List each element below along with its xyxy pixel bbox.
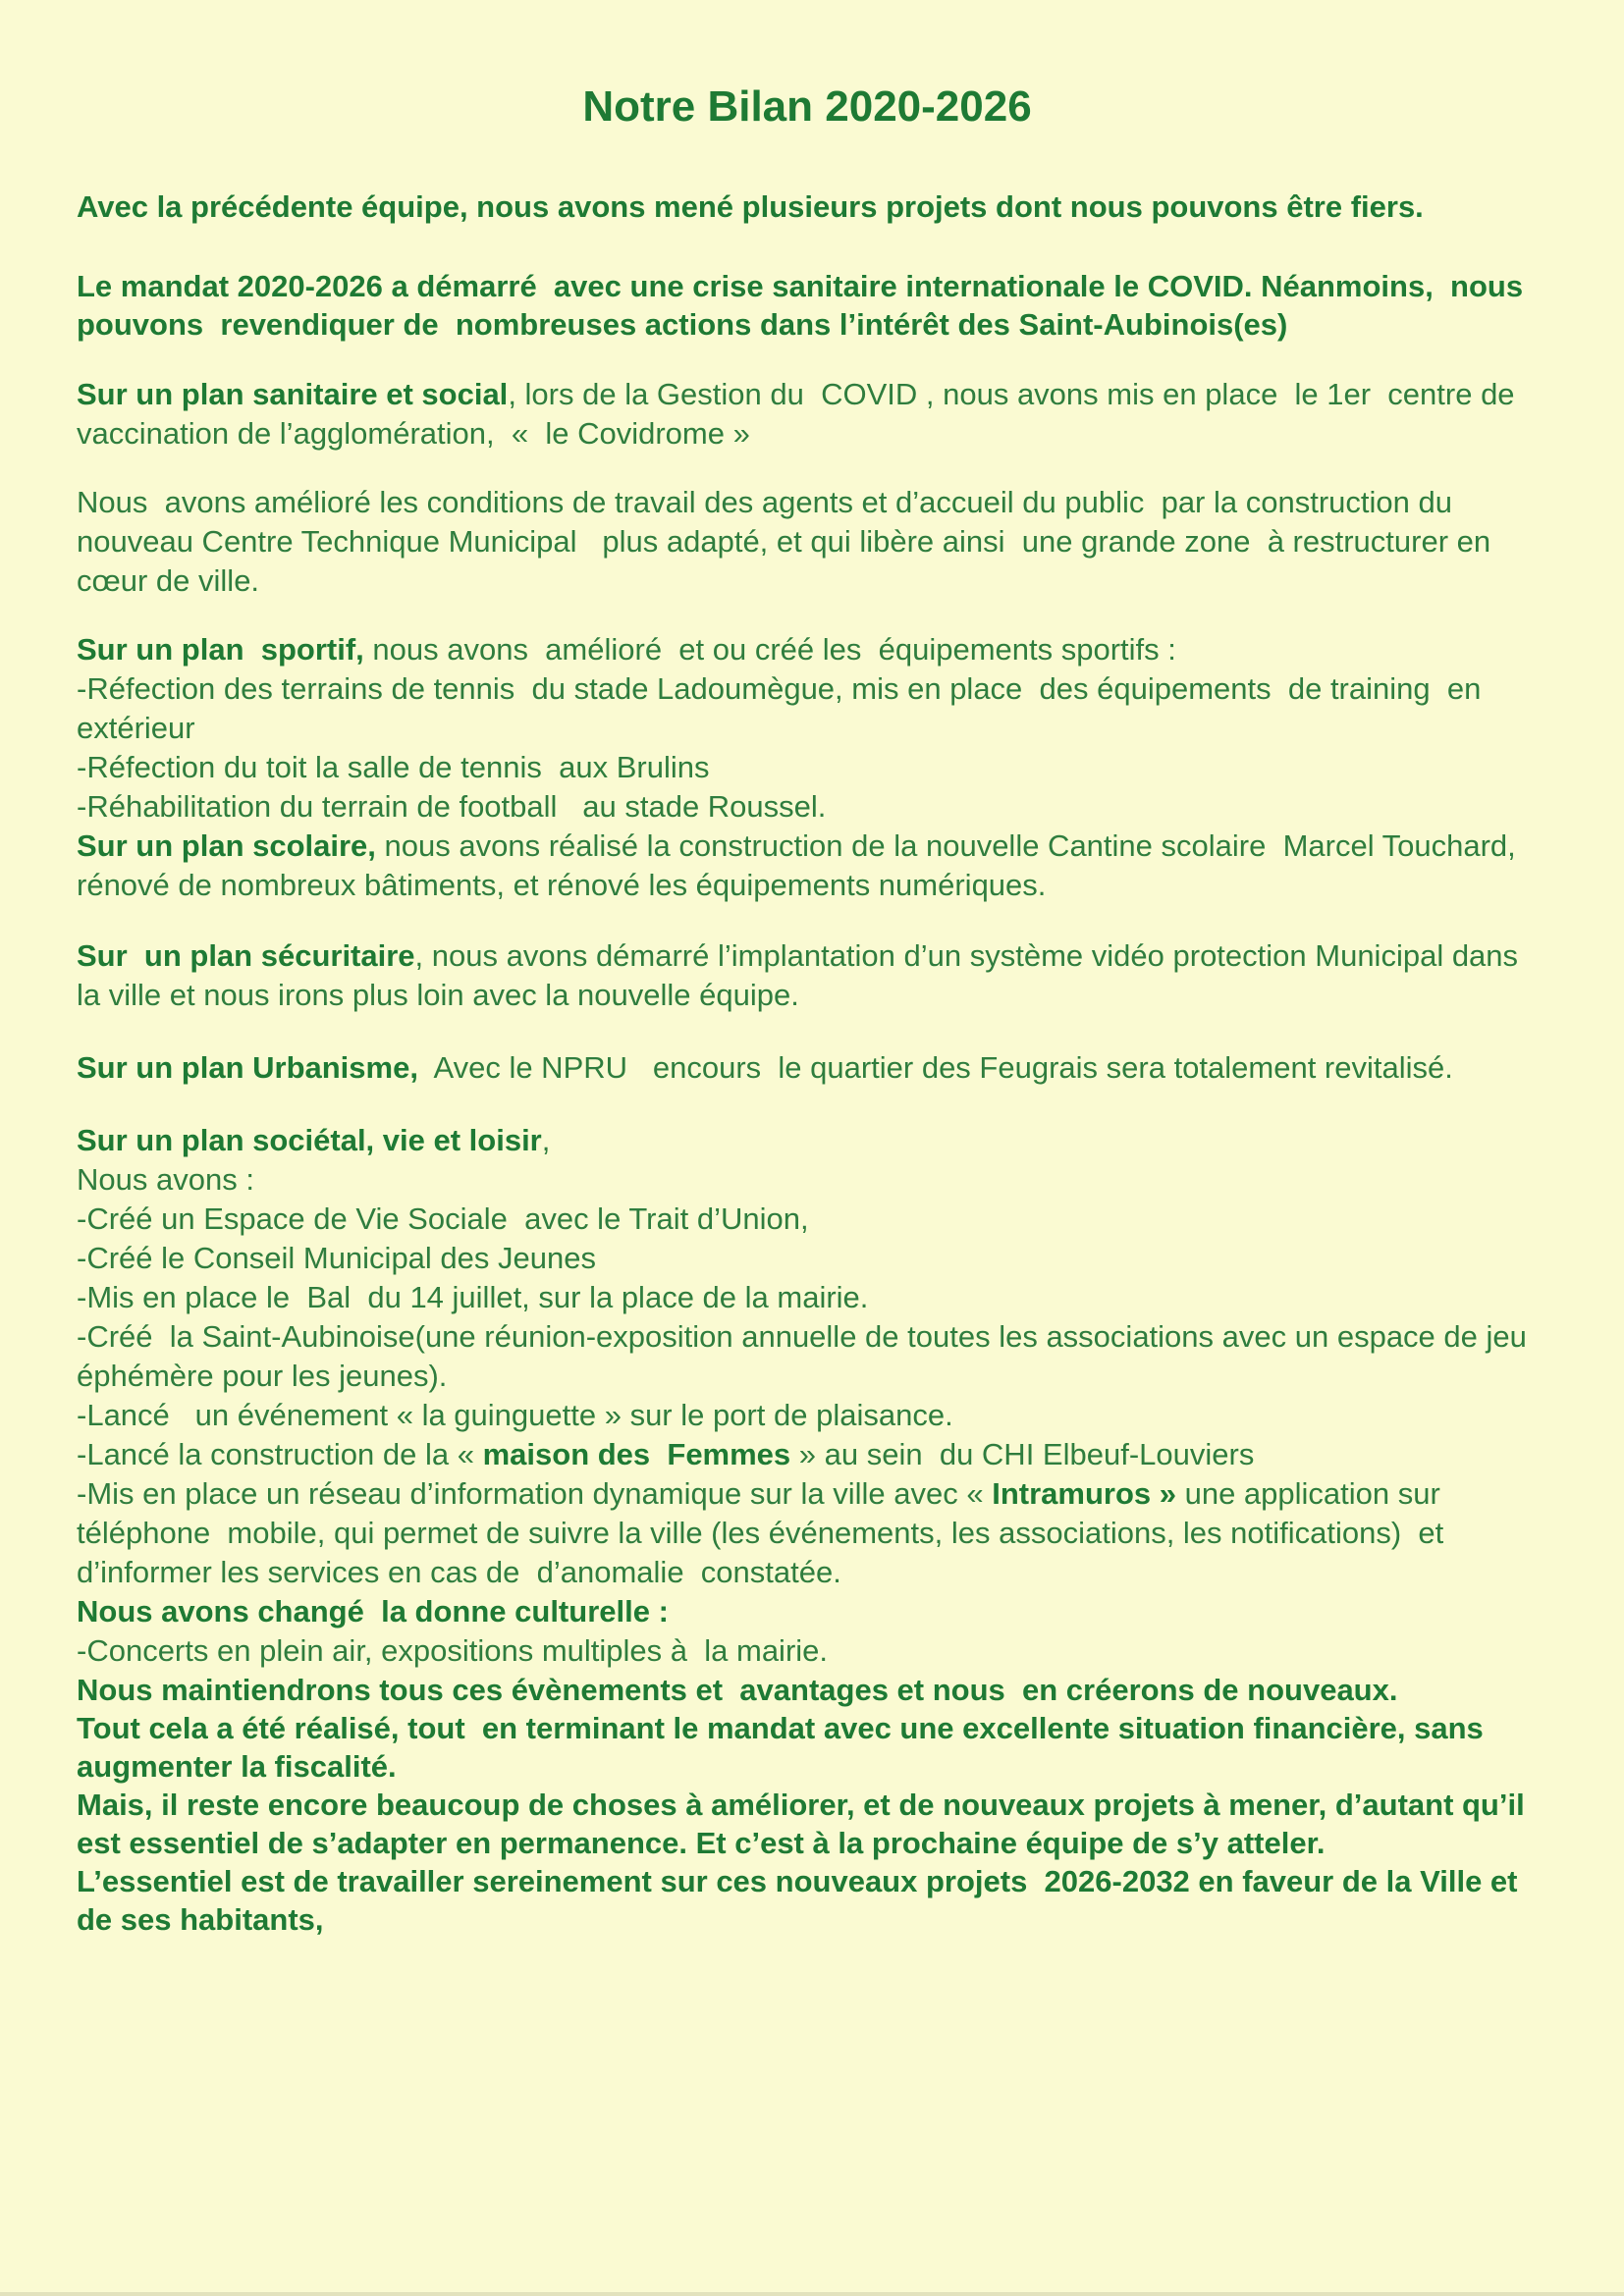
section-societal-comma: , xyxy=(541,1122,551,1157)
section-sportif-text: nous avons amélioré et ou créé les équipements sportifs : xyxy=(363,631,1176,667)
section-urbanisme xyxy=(77,1048,1538,1088)
section-scolaire xyxy=(77,827,1538,905)
section-culture-lead: Nous avons changé la donne culturelle : xyxy=(77,1593,669,1629)
closing-block xyxy=(77,1671,1538,1939)
section-securitaire xyxy=(77,936,1538,1015)
intramuros-post-text: une application sur téléphone mobile, qui permet de suivre la ville (les événements, les associations, les notifications) et d’informer les services en cas de d’anomalie constatée. xyxy=(77,1475,1452,1589)
section-culture-header xyxy=(77,1592,1538,1631)
section-culture xyxy=(77,1592,1538,1671)
section-sportif xyxy=(77,630,1538,827)
section-sanitaire-lead: Sur un plan sanitaire et social xyxy=(77,376,509,411)
culture-list-item: -Concerts en plein air, expositions multiples à la mairie. xyxy=(77,1632,829,1668)
sportif-list-item: -Réhabilitation du terrain de football au stade Roussel. xyxy=(77,788,827,824)
section-scolaire-text: nous avons réalisé la construction de la nouvelle Cantine scolaire Marcel Touchard, rénové de nombreux bâtiments, et rénové les équipements numériques. xyxy=(77,828,1525,902)
section-urbanisme-text: Avec le NPRU encours le quartier des Feugrais sera totalement revitalisé. xyxy=(417,1049,1453,1085)
sportif-list-item: -Réfection du toit la salle de tennis aux Brulins xyxy=(77,749,710,784)
section-urbanisme-lead: Sur un plan Urbanisme, xyxy=(77,1049,418,1085)
societal-list-item: -Créé la Saint-Aubinoise(une réunion-exposition annuelle de toutes les associations avec un espace de jeu éphémère pour les jeunes). xyxy=(77,1318,1536,1393)
section-sportif-header xyxy=(77,630,1538,669)
intro-paragraph-1: Avec la précédente équipe, nous avons mené plusieurs projets dont nous pouvons être fiers. xyxy=(77,188,1424,224)
intro-paragraph-2: Le mandat 2020-2026 a démarré avec une crise sanitaire internationale le COVID. Néanmoins, nous pouvons revendiquer de nombreuses actions dans l’intérêt des Saint-Aubinois(es) xyxy=(77,268,1532,342)
section-societal xyxy=(77,1121,1538,1592)
maison-post-text: » au sein du CHI Elbeuf-Louviers xyxy=(790,1436,1255,1471)
section-sportif-lead: Sur un plan sportif, xyxy=(77,631,364,667)
paragraph-centre-technique: Nous avons amélioré les conditions de travail des agents et d’accueil du public par la construction du nouveau Centre Technique Municipal plus adapté, et qui libère ainsi une grande zone à restructurer en cœur de ville. xyxy=(77,484,1499,598)
societal-list-item: -Créé le Conseil Municipal des Jeunes xyxy=(77,1240,596,1275)
societal-list-item: -Mis en place le Bal du 14 juillet, sur la place de la mairie. xyxy=(77,1279,869,1314)
section-societal-lead: Sur un plan sociétal, vie et loisir xyxy=(77,1122,542,1157)
maison-bold-text: maison des Femmes xyxy=(482,1436,791,1471)
section-scolaire-lead: Sur un plan scolaire, xyxy=(77,828,376,863)
societal-intro-line: Nous avons : xyxy=(77,1161,254,1197)
societal-list-item: -Lancé un événement « la guinguette » sur le port de plaisance. xyxy=(77,1397,953,1432)
section-societal-header xyxy=(77,1121,1538,1160)
closing-paragraph-4: L’essentiel est de travailler sereinement sur ces nouveaux projets 2026-2032 en faveur de la Ville et de ses habitants, xyxy=(77,1863,1527,1937)
closing-paragraph-1: Nous maintiendrons tous ces évènements et avantages et nous en créerons de nouveaux. xyxy=(77,1672,1398,1707)
section-sanitaire xyxy=(77,375,1538,454)
societal-item-maison-des-femmes xyxy=(77,1435,1538,1474)
intramuros-pre-text: -Mis en place un réseau d’information dynamique sur la ville avec « xyxy=(77,1475,993,1511)
sportif-list-item: -Réfection des terrains de tennis du stade Ladoumègue, mis en place des équipements de training en extérieur xyxy=(77,670,1489,745)
societal-item-intramuros xyxy=(77,1474,1538,1592)
intramuros-bold-text: Intramuros » xyxy=(992,1475,1176,1511)
section-sanitaire-text: , lors de la Gestion du COVID , nous avons mis en place le 1er centre de vaccination de l’agglomération, « le Covidrome » xyxy=(77,376,1524,451)
maison-pre-text: -Lancé la construction de la « xyxy=(77,1436,483,1471)
societal-list-item: -Créé un Espace de Vie Sociale avec le Trait d’Union, xyxy=(77,1201,809,1236)
page-bottom-edge xyxy=(0,2292,1624,2296)
closing-paragraph-3: Mais, il reste encore beaucoup de choses à améliorer, et de nouveaux projets à mener, d’autant qu’il est essentiel de s’adapter en permanence. Et c’est à la prochaine équipe de s’y atteler. xyxy=(77,1787,1534,1860)
section-securitaire-lead: Sur un plan sécuritaire xyxy=(77,937,415,973)
closing-paragraph-2: Tout cela a été réalisé, tout en terminant le mandat avec une excellente situation financière, sans augmenter la fiscalité. xyxy=(77,1710,1492,1784)
page-title: Notre Bilan 2020-2026 xyxy=(582,82,1032,131)
section-securitaire-text: , nous avons démarré l’implantation d’un système vidéo protection Municipal dans la ville et nous irons plus loin avec la nouvelle équipe. xyxy=(77,937,1527,1012)
